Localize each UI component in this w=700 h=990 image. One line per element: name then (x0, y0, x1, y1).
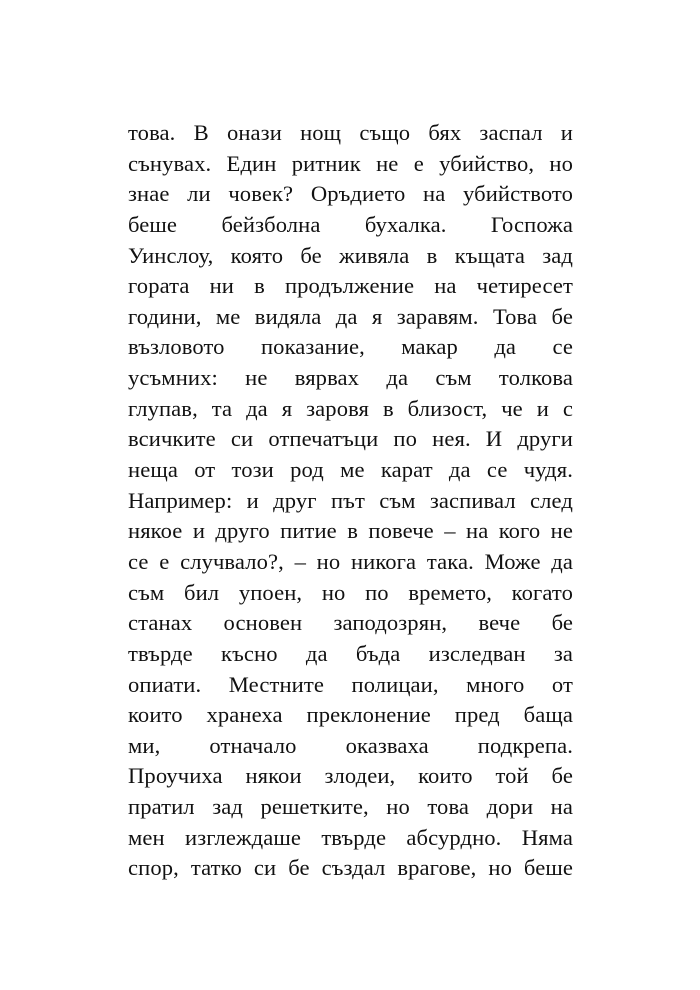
text-line: неща от този род ме карат да се чудя. (128, 457, 573, 483)
text-line: години, ме видяла да я заравям. Това бе (128, 303, 573, 329)
text-line: това. В онази нощ също бях заспал и (128, 120, 573, 145)
text-line: ми, отначало оказваха подкрепа. (128, 732, 573, 758)
text-line: всичките си отпечатъци по нея. И други (128, 426, 573, 452)
text-line: възловото показание, макар да се (128, 334, 573, 360)
text-line: знае ли човек? Оръдието на убийството (128, 181, 573, 207)
body-text (128, 118, 573, 884)
text-line: станах основен заподозрян, вече бе (128, 610, 573, 636)
text-line: се е случвало?, – но никога така. Може да (128, 548, 573, 574)
text-line: Уинслоу, която бе живяла в къщата зад (128, 242, 573, 268)
text-line: някое и друго питие в повече – на кого не (128, 518, 573, 544)
text-line: сънувах. Един ритник не е убийство, но (128, 150, 573, 176)
text-line: мен изглеждаше твърде абсурдно. Няма (128, 824, 573, 850)
text-line: гората ни в продължение на четиресет (128, 273, 573, 299)
text-line: Например: и друг път съм заспивал след (128, 487, 573, 513)
text-line: глупав, та да я заровя в близост, че и с (128, 395, 573, 421)
text-line: опиати. Местните полицаи, много от (128, 671, 573, 697)
text-line: беше бейзболна бухалка. Госпожа (128, 211, 573, 237)
text-line: спор, татко си бе създал врагове, но беше (128, 855, 573, 881)
text-line: усъмних: не вярвах да съм толкова (128, 365, 573, 391)
text-line: които хранеха преклонение пред баща (128, 702, 573, 728)
text-line: пратил зад решетките, но това дори на (128, 794, 573, 820)
text-line: Проучиха някои злодеи, които той бе (128, 763, 573, 789)
text-line: съм бил упоен, но по времето, когато (128, 579, 573, 605)
text-line: твърде късно да бъда изследван за (128, 640, 573, 666)
